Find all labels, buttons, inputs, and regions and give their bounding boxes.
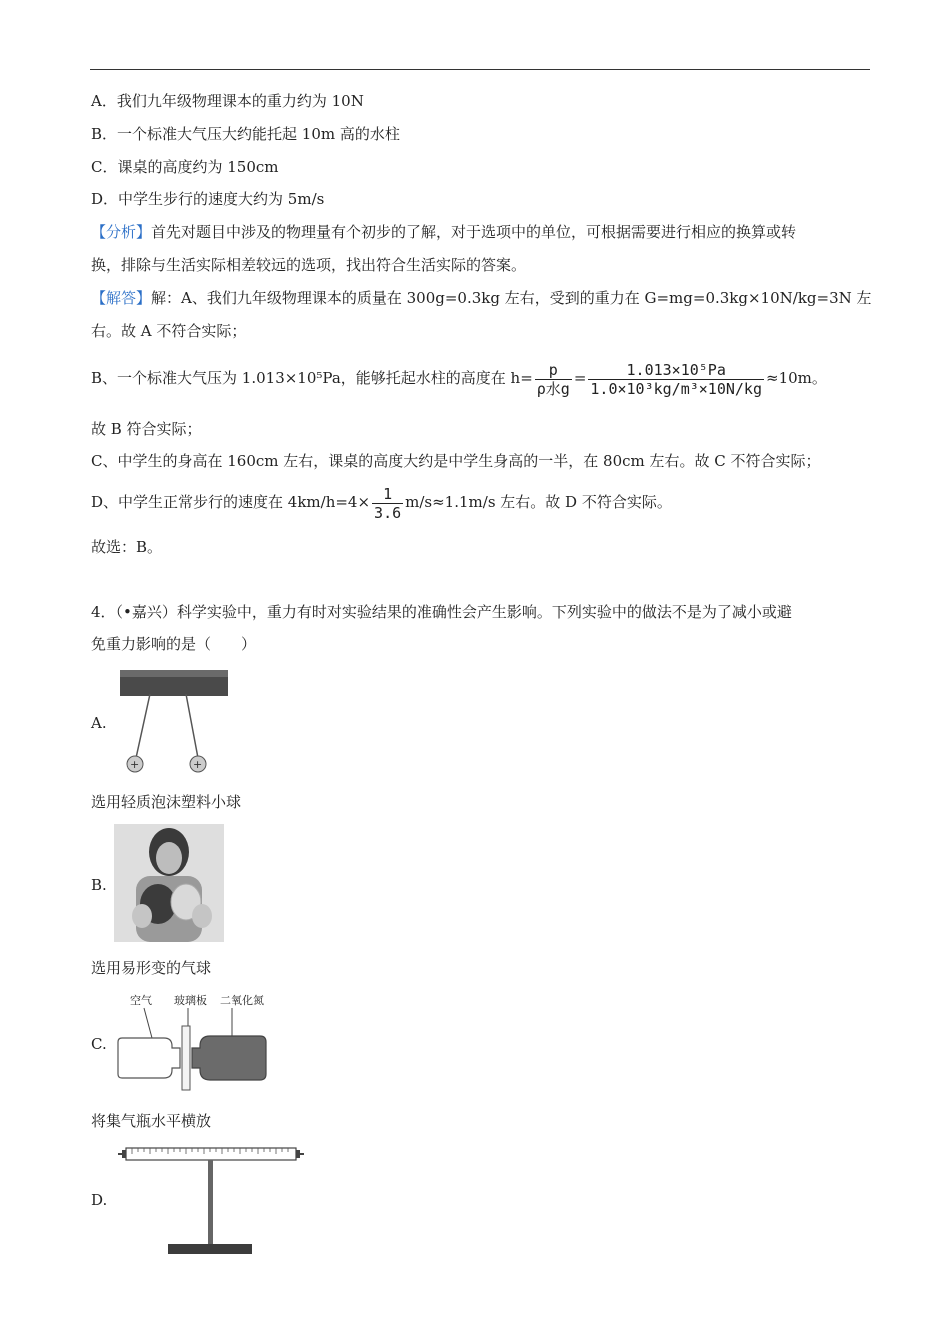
label-no2: 二氧化氮 <box>220 994 264 1007</box>
analysis-line1 <box>91 222 796 242</box>
d-fraction <box>372 485 403 522</box>
d-suffix: m/s≈1.1m/s 左右。故 D 不符合实际。 <box>405 493 672 511</box>
d-prefix: D、中学生正常步行的速度在 4km/h=4× <box>91 493 371 511</box>
ruler-stand-figure <box>116 1140 306 1258</box>
analysis-line2: 换，排除与生活实际相差较远的选项，找出符合生活实际的答案。 <box>91 256 527 274</box>
b-frac1-numerator: p <box>535 361 572 380</box>
svg-text:+: + <box>193 758 203 771</box>
glass-plate <box>182 1026 190 1090</box>
solution-answer: 故选：B。 <box>91 538 163 556</box>
solution-tag: 【解答】 <box>91 289 152 307</box>
stand-base <box>168 1244 252 1254</box>
q4-option-b-label: B. <box>91 876 107 894</box>
question4-line2: 免重力影响的是（ ） <box>91 635 257 653</box>
q4-option-c-caption: 将集气瓶水平横放 <box>91 1112 212 1130</box>
q4-option-a-caption: 选用轻质泡沫塑料小球 <box>91 793 242 811</box>
air-bottle <box>118 1038 180 1078</box>
d-frac-denominator: 3.6 <box>374 503 402 522</box>
question4-line1: 4．（•嘉兴）科学实验中，重力有时对实验结果的准确性会产生影响。下列实验中的做法不是为了减小或避 <box>91 603 792 621</box>
solution-c-line: C、中学生的身高在 160cm 左右，课桌的高度大约是中学生身高的一半，在 80cm 左右。故 C 不符合实际； <box>91 452 821 470</box>
svg-text:+: + <box>130 758 140 771</box>
option-b-prev: B．一个标准大气压大约能托起 10m 高的水柱 <box>91 125 400 143</box>
solution-text1: 解：A、我们九年级物理课本的质量在 300g=0.3kg 左右，受到的重力在 G=mg=0.3kg×10N/kg=3N 左 <box>151 289 872 307</box>
b-fraction-2 <box>588 361 764 398</box>
label-air: 空气 <box>130 994 152 1007</box>
label-glass-plate: 玻璃板 <box>174 994 207 1007</box>
ruler <box>126 1148 296 1160</box>
balloon-photo <box>114 824 224 942</box>
b-suffix: ≈10m。 <box>766 369 827 387</box>
solution-line1 <box>91 288 872 308</box>
option-d-prev: D．中学生步行的速度大约为 5m/s <box>91 190 325 208</box>
q4-option-a-label: A. <box>91 714 107 732</box>
q4-option-b-caption: 选用易形变的气球 <box>91 959 212 977</box>
b-frac1-denominator: ρ水g <box>536 379 570 398</box>
solution-d-line <box>91 482 672 522</box>
b-frac2-numerator: 1.013×10⁵Pa <box>588 361 764 380</box>
b-equals: = <box>573 369 587 387</box>
electroscope-figure <box>112 668 232 780</box>
b-frac2-denominator: 1.0×10³kg/m³×10N/kg <box>590 379 762 398</box>
gas-bottles-figure <box>114 990 274 1096</box>
solution-b-conclusion: 故 B 符合实际； <box>91 420 202 438</box>
option-c-prev: C．课桌的高度约为 150cm <box>91 158 279 176</box>
header-rule <box>90 69 870 70</box>
analysis-text1: 首先对题目中涉及的物理量有个初步的了解，对于选项中的单位，可根据需要进行相应的换算或转 <box>151 223 797 241</box>
d-frac-numerator: 1 <box>372 485 403 504</box>
q4-option-d-label: D. <box>91 1191 108 1209</box>
solution-line2: 右。故 A 不符合实际； <box>91 322 247 340</box>
analysis-tag: 【分析】 <box>91 223 152 241</box>
no2-bottle <box>192 1036 266 1080</box>
q4-option-c-label: C. <box>91 1035 107 1053</box>
b-prefix: B、一个标准大气压为 1.013×10⁵Pa，能够托起水柱的高度在 h= <box>91 369 533 387</box>
stand-pole <box>208 1160 213 1246</box>
b-fraction-1 <box>535 361 572 398</box>
option-a-prev: A．我们九年级物理课本的重力约为 10N <box>91 92 364 110</box>
solution-b-line <box>91 358 827 398</box>
